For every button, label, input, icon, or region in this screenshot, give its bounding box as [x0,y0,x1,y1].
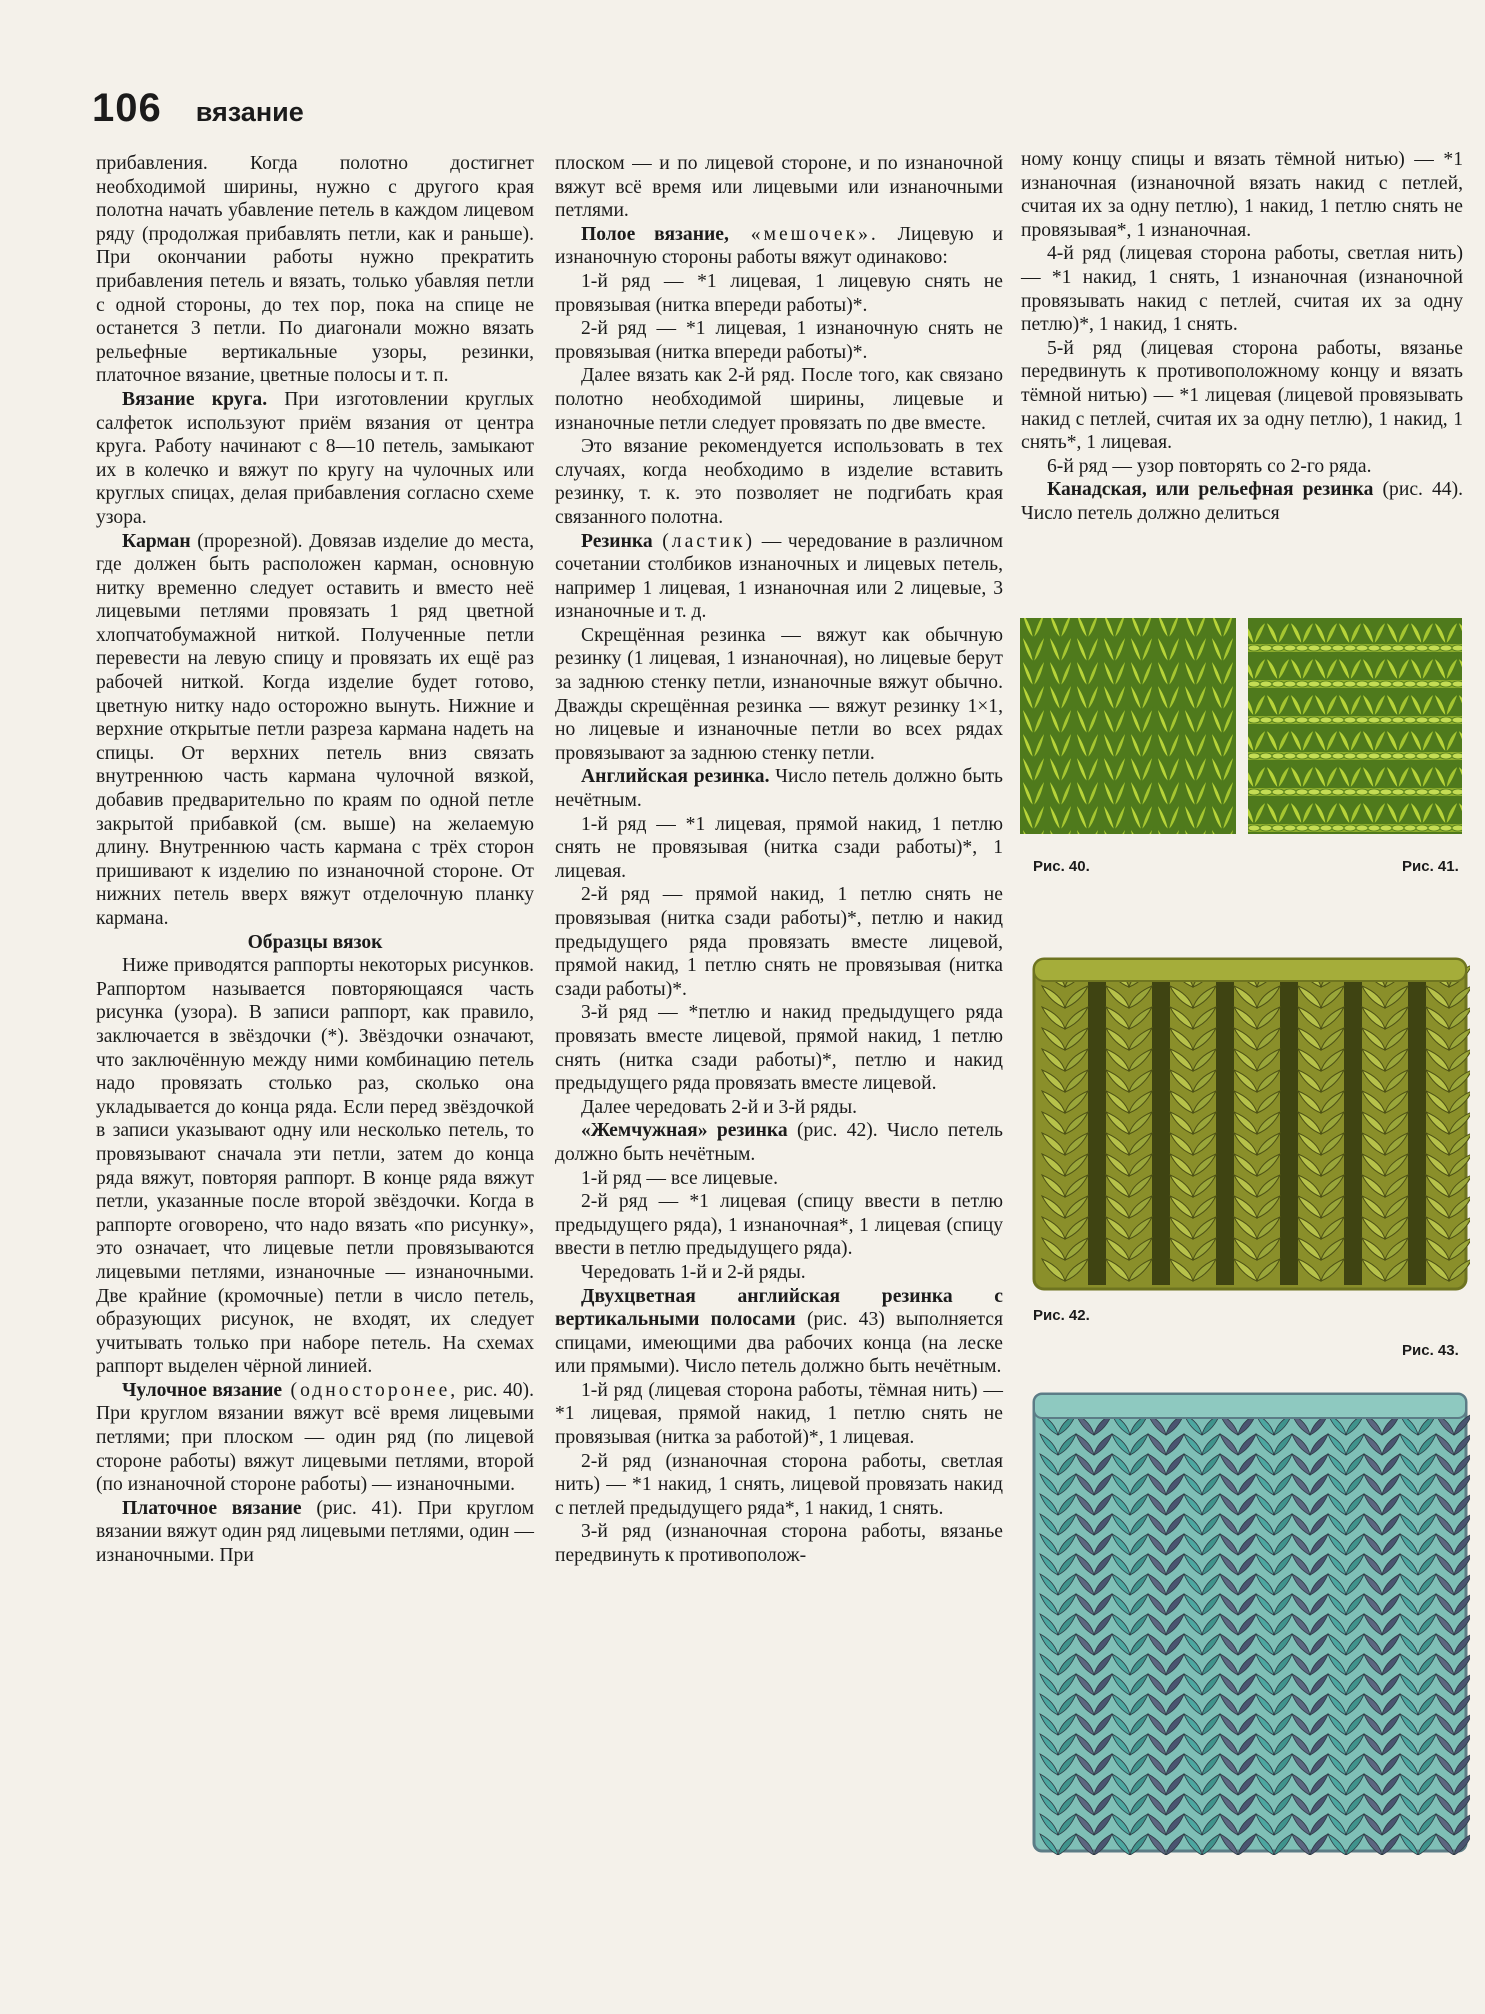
paragraph-heading: Чулочное вязание [122,1379,283,1401]
page-header [92,86,304,131]
paragraph [555,1096,1003,1120]
paragraph [555,435,1003,529]
paragraph-text: При изготовлении круглых салфеток используют приём вязания от центра круга. Работу начинают с 8—10 петель, замыкают их в колечко и вяжут по кругу на чулочных или круглых спицах, делая прибавления согласно схеме узора. [96,388,534,528]
spaced-term: (ластик) [652,530,756,552]
paragraph-text: ному концу спицы и вязать тёмной нитью) — *1 изнаночная (изнаночной вязать накид с петлей, считая их за одну петлю), 1 накид, 1 петлю снять не провязывая*, 1 изнаночная. [1021,149,1463,241]
paragraph [555,765,1003,812]
paragraph-text: 5-й ряд (лицевая сторона работы, вязанье передвинуть к противоположному концу и вязать тёмной нитью) — *1 лицевая (лицевой провязывать накид с петлей, считая их за одну петлю), 1 накид, 1 снять*, 1 лицевая. [1021,337,1463,454]
paragraph-text: 6-й ряд — узор повторять со 2-го ряда. [1047,455,1372,477]
paragraph [555,152,1003,223]
paragraph-text: 1-й ряд — *1 лицевая, 1 лицевую снять не провязывая (нитка впереди работы)*. [555,270,1003,316]
paragraph-text: прибавления. Когда полотно достигнет необходимой ширины, нужно с другого края полотна начать убавление петель в каждом лицевом ряду (продолжая прибавлять петли, как и раньше). При окончании работы нужно прекратить прибавления петель и вязать, только убавляя петли с одной стороны, до тех пор, пока на спице не останется 3 петли. По диагонали можно вязать рельефные вертикальные узоры, резинки, платочное вязание, цветные полосы и т. п. [96,153,534,387]
paragraph [555,270,1003,317]
paragraph [96,1379,534,1497]
paragraph [555,530,1003,624]
paragraph [555,1261,1003,1285]
paragraph-text: 3-й ряд (изнаночная сторона работы, вязанье передвинуть к противополож- [555,1521,1003,1567]
paragraph [555,1520,1003,1567]
paragraph [96,152,534,388]
paragraph [96,530,534,931]
paragraph [1021,337,1463,455]
figure-41-caption: Рис. 41. [1402,858,1459,875]
paragraph [96,388,534,530]
paragraph-text: (рис. 41). При круглом вязании вяжут один ряд лицевыми петлями, один — изнаночными. При [96,1497,534,1567]
paragraph [555,1285,1003,1379]
paragraph-text: 1-й ряд — все лицевые. [581,1167,778,1189]
paragraph-heading: Платочное вязание [122,1497,302,1519]
paragraph-text: 4-й ряд (лицевая сторона работы, светлая нить) — *1 накид, 1 снять, 1 изнаночная (изнаночной провязывать накид с петлей, считая их за одну петлю)*, 1 накид, 1 снять. [1021,243,1463,336]
paragraph [555,1167,1003,1191]
paragraph [555,317,1003,364]
paragraph-text: плоском — и по лицевой стороне, и по изнаночной вяжут всё время или лицевыми или изнаночными петлями. [555,153,1003,222]
paragraph [555,624,1003,766]
paragraph-text: Далее чередовать 2-й и 3-й ряды. [581,1096,858,1118]
paragraph-text: 2-й ряд — прямой накид, 1 петлю снять не провязывая (нитка сзади работы)*, петлю и накид предыдущего ряда провязать вместе лицевой, прямой накид, 1 петлю снять не провязывая (нитка сзади работы)*. [555,884,1003,1000]
text-column-3 [1021,148,1463,526]
paragraph-heading: Английская резинка. [581,766,770,788]
paragraph [555,813,1003,884]
paragraph-heading: Полое вязание, [581,223,729,245]
paragraph [1021,455,1463,479]
spaced-term: (односторонее, [282,1379,459,1401]
paragraph-text: (рис. 43) выполняется спицами, имеющими два рабочих конца (на леске или прямыми). Число петель должно быть нечётным. [555,1309,1003,1378]
text-column-2 [555,152,1003,1568]
paragraph-text: 2-й ряд — *1 лицевая, 1 изнаночную снять не провязывая (нитка впереди работы)*. [555,318,1003,363]
paragraph-heading: Резинка [581,530,653,552]
paragraph-text: 2-й ряд (изнаночная сторона работы, светлая нить) — *1 накид, 1 снять, лицевой провязать накид с петлей предыдущего ряда*, 1 накид, 1 снять. [555,1450,1003,1519]
paragraph [555,223,1003,270]
paragraph-text: Чередовать 1-й и 2-й ряды. [581,1261,806,1283]
paragraph [96,954,534,1379]
paragraph-text: Это вязание рекомендуется использовать в тех случаях, когда необходимо в изделие вставить резинку, т. к. это позволяет не подгибать края связанного полотна. [555,436,1003,528]
paragraph-heading: Канадская, или рельефная резинка [1047,479,1374,501]
paragraph [555,1379,1003,1450]
paragraph [1021,242,1463,336]
paragraph-text: рис. 40). При круглом вязании вяжут всё время лицевыми петлями; при плоском — один ряд (по лицевой стороне работы) вяжут лицевыми петлями, второй (по изнаночной стороне работы) — изнаночными. [96,1379,534,1496]
figure-42-caption: Рис. 42. [1033,1307,1090,1324]
paragraph [555,1190,1003,1261]
paragraph-text: Далее вязать как 2-й ряд. После того, как связано полотно необходимой ширины, лицевые и изнаночные петли следует провязать по две вместе. [555,365,1003,434]
paragraph-heading: Вязание круга. [122,388,268,410]
paragraph-text: Лицевую и изнаночную стороны работы вяжут одинаково: [555,223,1003,269]
section-title: вязание [195,97,304,127]
paragraph [555,364,1003,435]
paragraph [1021,478,1463,525]
paragraph [555,1119,1003,1166]
figure-40-stockinette-swatch [1020,618,1236,834]
paragraph-text: — чередование в различном сочетании столбиков изнаночных и лицевых петель, например 1 лицевая, 1 изнаночная или 2 лицевые, 3 изнаночные и т. д. [555,530,1003,623]
text-column-1 [96,152,534,1568]
paragraph-heading: «Жемчужная» резинка [581,1120,788,1142]
paragraph-text: (рис. 44). Число петель должно делиться [1021,479,1463,524]
subheading: Образцы вязок [247,931,383,953]
figure-42-pearl-rib-swatch [1030,955,1470,1293]
paragraph-text: Скрещённая резинка — вяжут как обычную резинку (1 лицевая, 1 изнаночная), но лицевые берут за заднюю стенку петли, изнаночные вяжут обычно. Дважды скрещённая резинка — вяжут резинку 1×1, но лицевые и изнаночные петли во всех рядах провязывают за заднюю стенку петли. [555,624,1003,764]
figure-43-caption: Рис. 43. [1402,1342,1459,1359]
paragraph-text: 1-й ряд (лицевая сторона работы, тёмная нить) — *1 лицевая, прямой накид, 1 петлю снять не провязывая (нитка за работой)*, 1 лицевая. [555,1379,1003,1449]
spaced-term: «мешочек». [728,223,879,245]
paragraph-text: 1-й ряд — *1 лицевая, прямой накид, 1 петлю снять не провязывая (нитка сзади работы)*, 1 лицевая. [555,813,1003,882]
paragraph [96,1497,534,1568]
paragraph-text: 2-й ряд — *1 лицевая (спицу ввести в петлю предыдущего ряда), 1 изнаночная*, 1 лицевая (спицу ввести в петлю предыдущего ряда). [555,1191,1003,1260]
paragraph [555,1450,1003,1521]
paragraph-text: Ниже приводятся раппорты некоторых рисунков. Раппортом называется повторяющаяся часть рисунка (узора). В записи раппорт, как правило, заключается в звёздочки (*). Звёздочки означают, что заключённую между ними комбинацию петель надо провязать столько раз, сколько она укладывается до конца ряда. Если перед звёздочкой в записи указывают одну или несколько петель, то провязывают сначала эти петли, затем до конца ряда вяжут, повторяя раппорт. В конце ряда вяжут петли, указанные после второй звёздочки. Когда в раппорте оговорено, что надо вязать «по рисунку», это означает, что лицевые петли провязываются лицевыми петлями, изнаночные — изнаночными. Две крайние (кромочные) петли в число петель, образующих рисунок, не входят, их следует учитывать только при наборе петель. На схемах раппорт выделен чёрной линией. [96,955,534,1378]
figure-40-caption: Рис. 40. [1033,858,1090,875]
paragraph-text: 3-й ряд — *петлю и накид предыдущего ряда провязать вместе лицевой, прямой накид, 1 петлю снять (нитка сзади работы)*, петлю и накид предыдущего ряда провязать вместе лицевой. [555,1002,1003,1095]
paragraph-text: (рис. 42). Число петель должно быть нечётным. [555,1120,1003,1165]
figure-41-garter-swatch [1248,618,1462,834]
paragraph [555,883,1003,1001]
paragraph-heading: Двухцветная английская резинка с вертикальными полосами [555,1285,1003,1331]
page-number: 106 [92,86,162,130]
paragraph [1021,148,1463,242]
paragraph-text: Число петель должно быть нечётным. [555,766,1003,812]
paragraph [555,1001,1003,1095]
paragraph-text: (прорезной). Довязав изделие до места, где должен быть расположен карман, основную нитку временно следует оставить и вместо неё лицевыми петлями провязать 1 ряд цветной хлопчатобумажной ниткой. Полученные петли перевести на левую спицу и провязать их ещё раз рабочей ниткой. Когда изделие будет готово, цветную нитку надо осторожно вынуть. Нижние и верхние открытые петли разреза кармана надеть на спицы. От верхних петель вниз связать внутреннюю часть кармана чулочной вязкой, добавив предварительно по краям по одной петле закрытой прибавкой (см. выше) на желаемую длину. Внутреннюю часть кармана с трёх сторон пришивают к изделию по изнаночной стороне. От нижних петель вверх вяжут отделочную планку кармана. [96,530,534,929]
paragraph-heading: Карман [122,530,191,552]
figure-43-two-color-rib-swatch [1030,1390,1470,1855]
